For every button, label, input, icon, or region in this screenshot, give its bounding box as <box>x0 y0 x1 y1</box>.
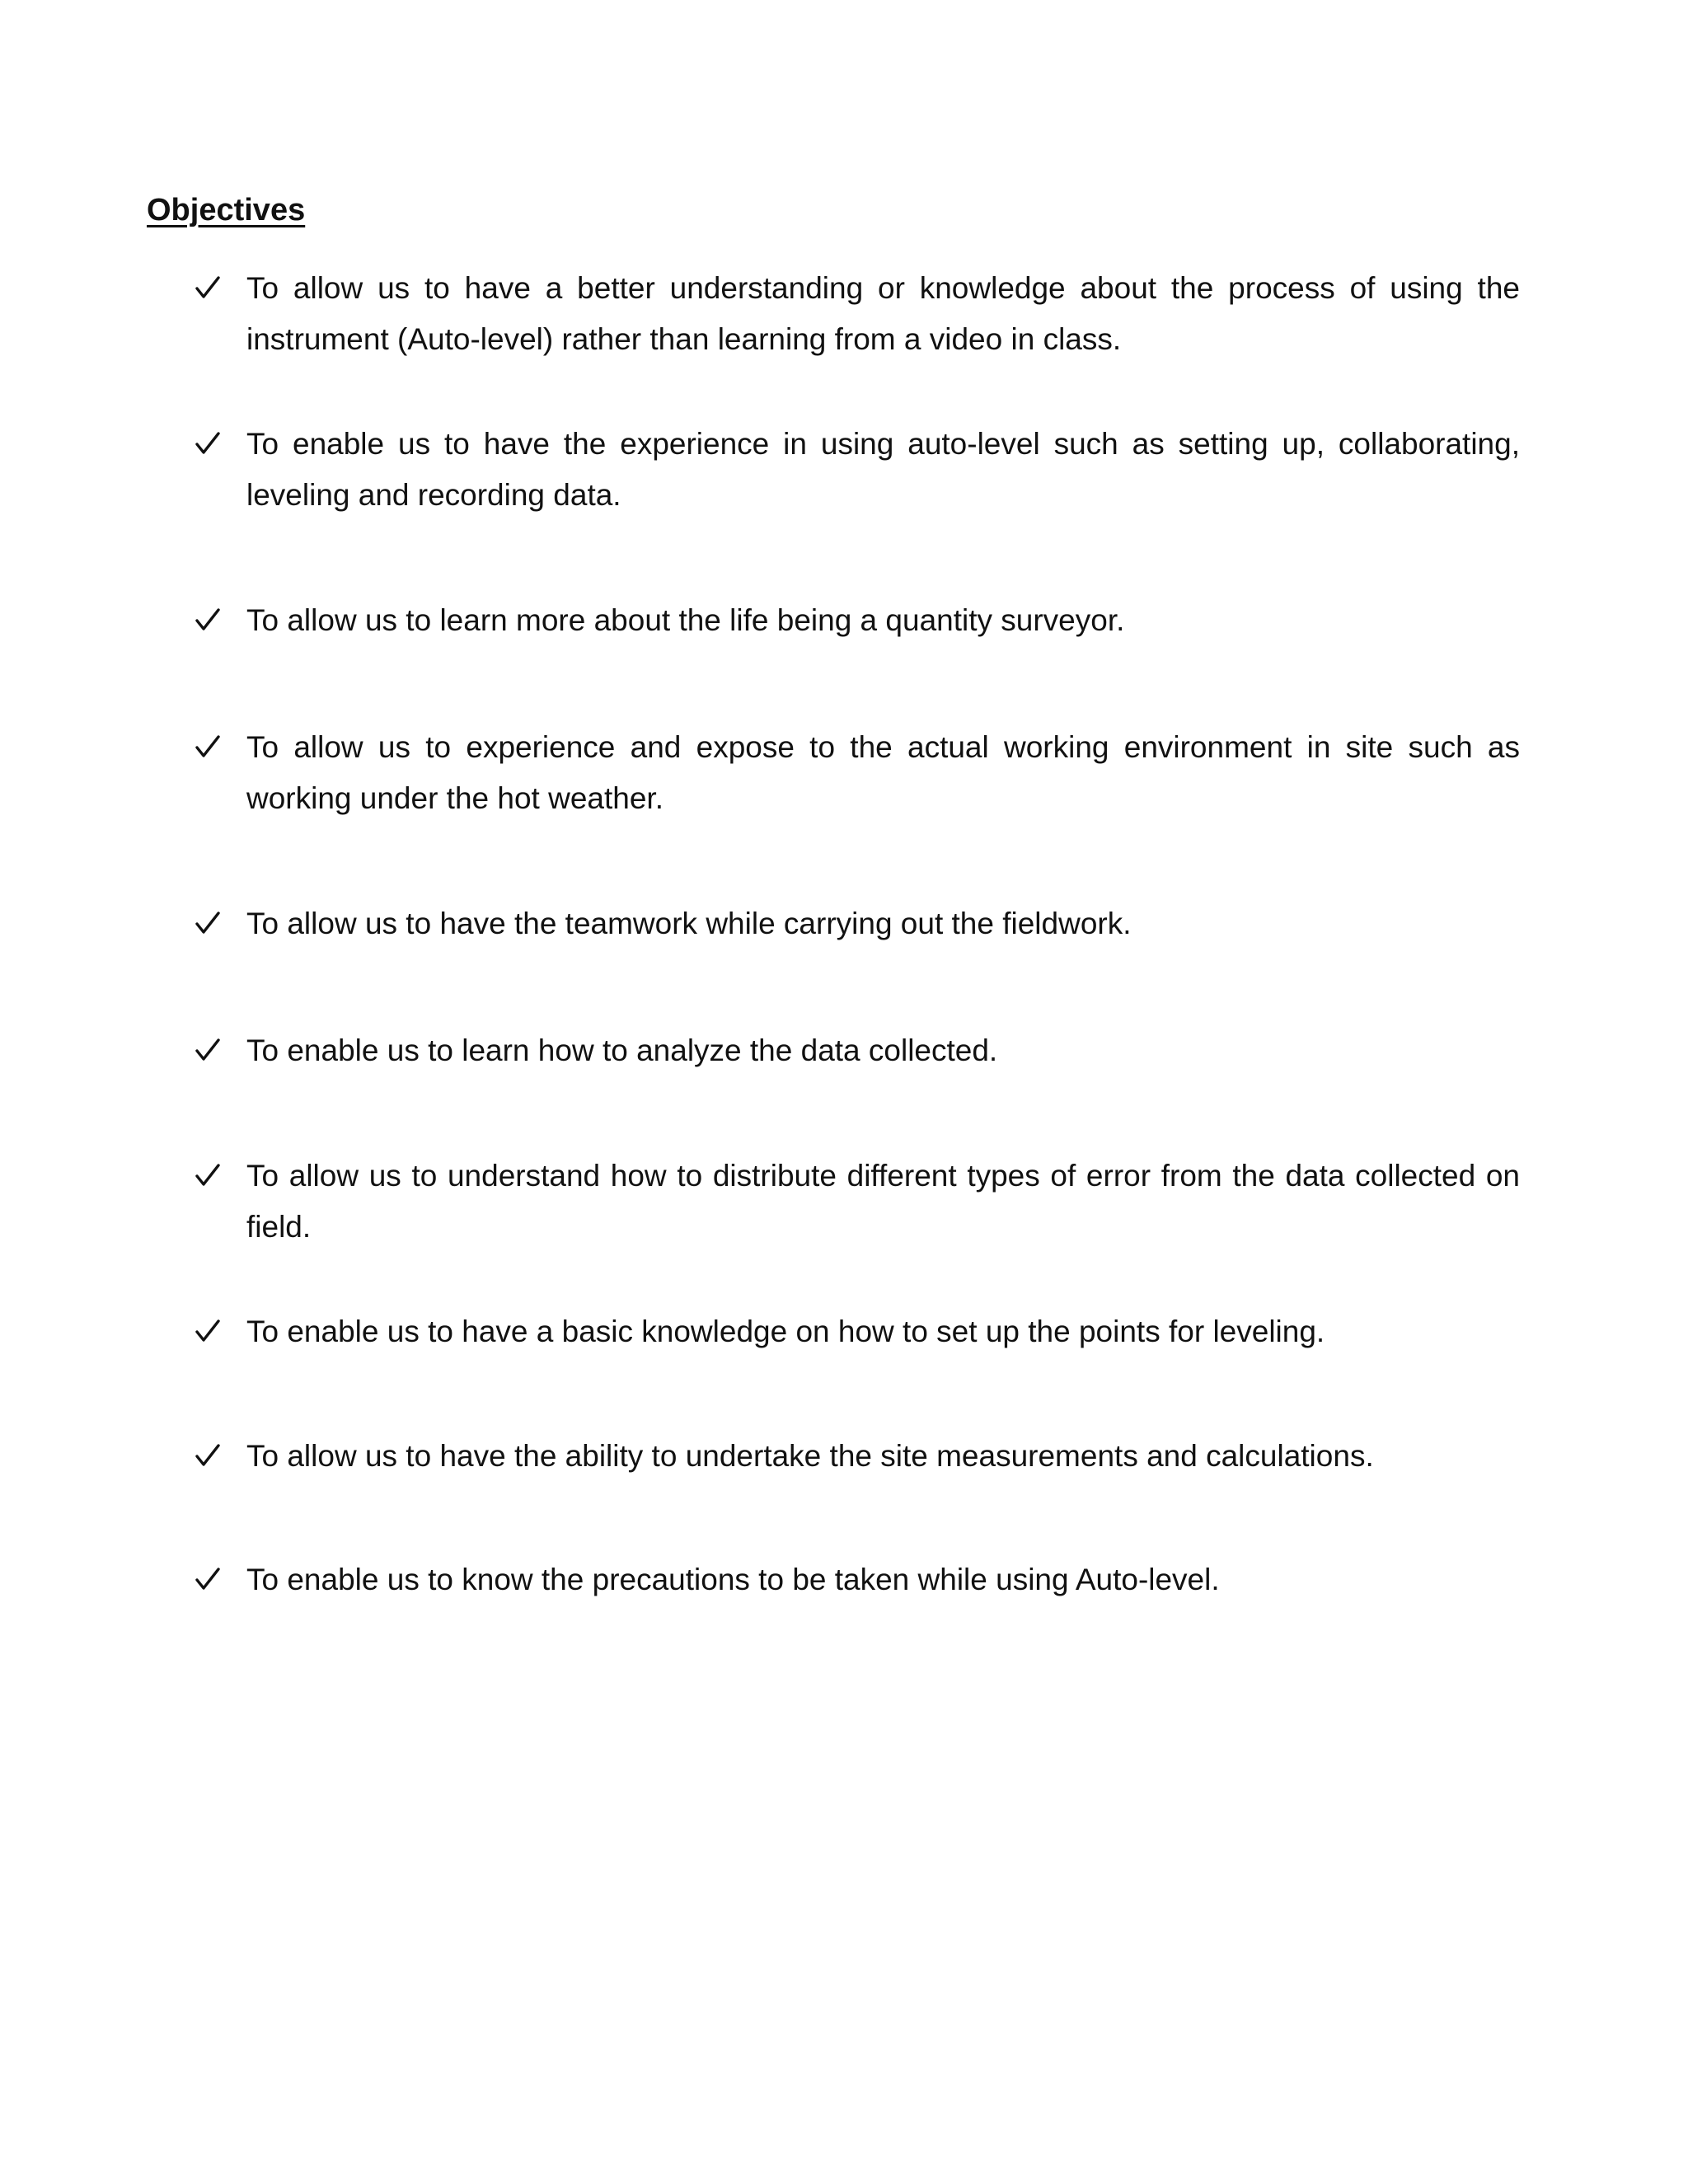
objective-text: To allow us to have a better understanding or knowledge about the process of using the instrument (Auto-level) rather than learning from a video in class. <box>246 271 1520 356</box>
checkmark-icon <box>191 1554 224 1605</box>
objective-text: To enable us to learn how to analyze the data collected. <box>246 1033 998 1067</box>
objective-item <box>191 722 1520 824</box>
objective-text: To allow us to have the teamwork while carrying out the fieldwork. <box>246 907 1132 940</box>
objective-item <box>191 419 1520 521</box>
checkmark-icon <box>191 419 224 470</box>
checkmark-icon <box>191 898 224 949</box>
section-heading: Objectives <box>147 193 306 227</box>
checkmark-icon <box>191 1025 224 1076</box>
checkmark-icon <box>191 1431 224 1482</box>
checkmark-icon <box>191 263 224 314</box>
objective-item <box>191 1151 1520 1253</box>
objective-text: To allow us to have the ability to undertake the site measurements and calculations. <box>246 1439 1374 1473</box>
objective-text: To allow us to experience and expose to the actual working environment in site such as working under the hot weather. <box>246 730 1520 815</box>
objective-text: To enable us to have a basic knowledge on how to set up the points for leveling. <box>246 1315 1325 1348</box>
checkmark-icon <box>191 595 224 646</box>
objective-item <box>191 898 1520 949</box>
checkmark-icon <box>191 1306 224 1357</box>
objective-text: To allow us to understand how to distribute different types of error from the data collected on field. <box>246 1159 1520 1244</box>
objective-text: To allow us to learn more about the life being a quantity surveyor. <box>246 603 1125 637</box>
objective-item <box>191 263 1520 365</box>
objective-item <box>191 595 1520 646</box>
objective-item <box>191 1025 1520 1076</box>
checkmark-icon <box>191 722 224 773</box>
objective-item <box>191 1431 1520 1482</box>
checkmark-icon <box>191 1151 224 1202</box>
objective-text: To enable us to have the experience in using auto-level such as setting up, collaborating, leveling and recording data. <box>246 427 1520 512</box>
objective-item <box>191 1306 1520 1357</box>
objective-text: To enable us to know the precautions to be taken while using Auto-level. <box>246 1563 1220 1596</box>
objective-item <box>191 1554 1520 1605</box>
